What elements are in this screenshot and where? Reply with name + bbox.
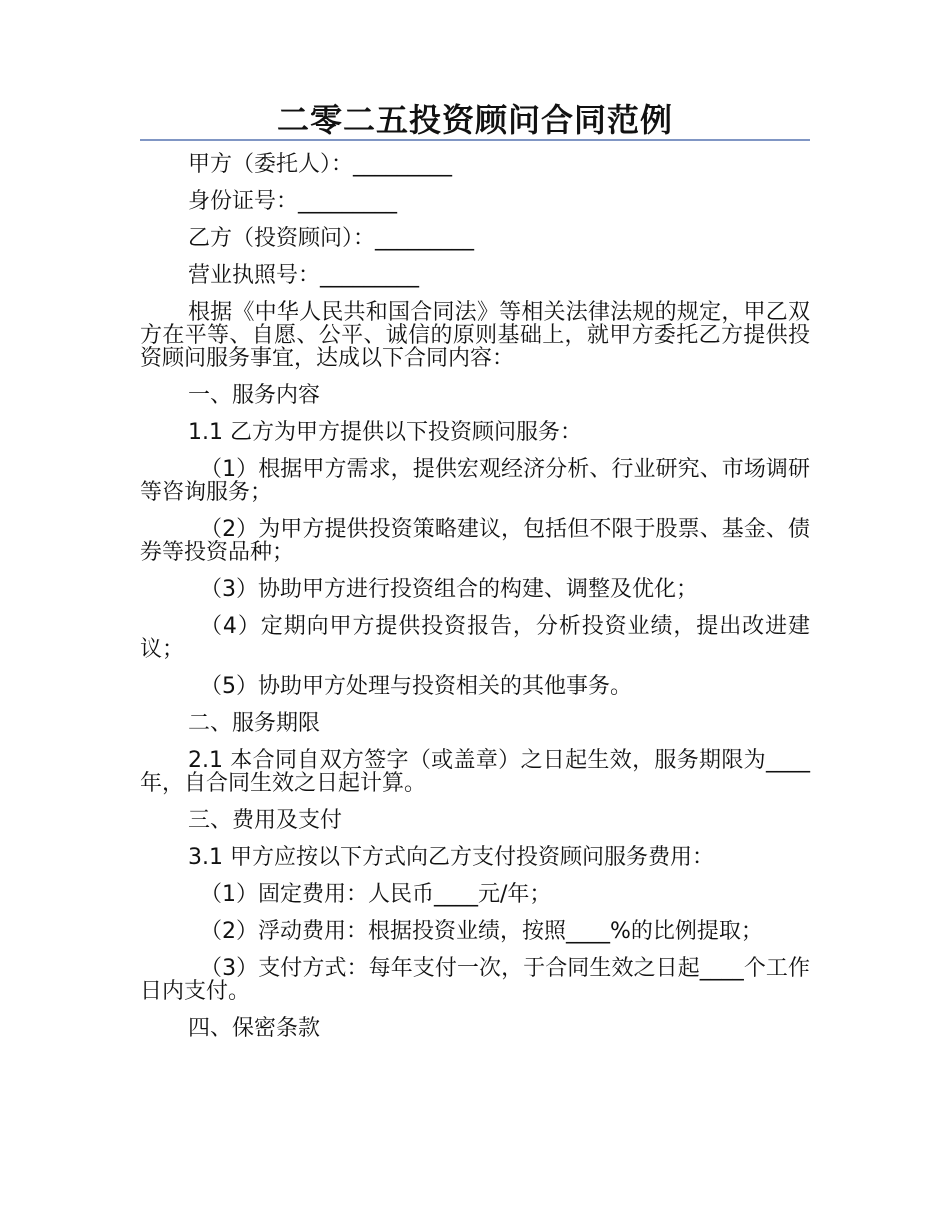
party-b-field: 乙方（投资顾问）：_________ (188, 226, 475, 251)
section-2-heading: 二、服务期限 (188, 711, 321, 736)
title-underline (140, 139, 810, 141)
clause-1-1: 1.1 乙方为甲方提供以下投资顾问服务： (188, 420, 582, 445)
clause-3-1-item-2: （2）浮动费用：根据投资业绩，按照____%的比例提取； (200, 919, 763, 944)
section-4-heading: 四、保密条款 (188, 1016, 321, 1041)
section-3-heading: 三、费用及支付 (188, 808, 343, 833)
section-1-heading: 一、服务内容 (188, 383, 321, 408)
clause-3-1: 3.1 甲方应按以下方式向乙方支付投资顾问服务费用： (188, 845, 714, 870)
document-title: 二零二五投资顾问合同范例 (276, 101, 673, 139)
clause-1-1-item-4: （4）定期向甲方提供投资报告，分析投资业绩，提出改进建议； (140, 614, 810, 662)
clause-1-1-item-3: （3）协助甲方进行投资组合的构建、调整及优化； (200, 577, 698, 602)
business-license-field: 营业执照号：_________ (188, 263, 420, 288)
clause-3-1-item-1: （1）固定费用：人民币____元/年； (200, 882, 552, 907)
clause-1-1-item-1: （1）根据甲方需求，提供宏观经济分析、行业研究、市场调研等咨询服务； (140, 457, 810, 505)
party-a-field: 甲方（委托人）：_________ (188, 152, 453, 177)
clause-2-1: 2.1 本合同自双方签字（或盖章）之日起生效，服务期限为____年，自合同生效之日起计算。 (140, 748, 810, 796)
clause-1-1-item-2: （2）为甲方提供投资策略建议，包括但不限于股票、基金、债券等投资品种； (140, 517, 810, 565)
clause-1-1-item-5: （5）协助甲方处理与投资相关的其他事务。 (200, 674, 632, 699)
id-number-field: 身份证号：_________ (188, 189, 398, 214)
clause-3-1-item-3: （3）支付方式：每年支付一次，于合同生效之日起____个工作日内支付。 (140, 956, 810, 1004)
document-body (140, 153, 810, 1040)
intro-paragraph: 根据《中华人民共和国合同法》等相关法律法规的规定，甲乙双方在平等、自愿、公平、诚信的原则基础上，就甲方委托乙方提供投资顾问服务事宜，达成以下合同内容： (140, 300, 810, 371)
